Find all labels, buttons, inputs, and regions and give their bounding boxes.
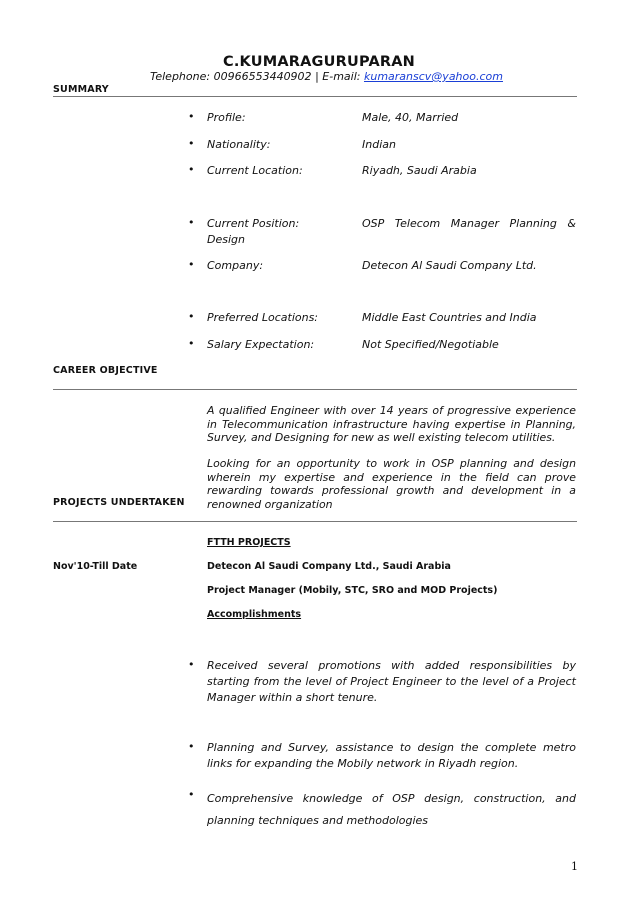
summary-label: Current Location: xyxy=(207,164,303,177)
summary-value: Not Specified/Negotiable xyxy=(362,338,499,351)
page-number: 1 xyxy=(571,860,578,873)
summary-label: Salary Expectation: xyxy=(207,338,315,351)
objective-paragraph: A qualified Engineer with over 14 years of progressive experience in Telecommunication infrastructure having expertise in Planning, Survey, and Designing for new as well existing telecom utilities. xyxy=(207,404,576,444)
section-heading-projects: PROJECTS UNDERTAKEN xyxy=(53,497,185,508)
summary-label: Nationality: xyxy=(207,138,271,151)
bullet-icon: • xyxy=(188,137,195,150)
summary-label: Preferred Locations: xyxy=(207,311,319,324)
accomplishment-item: Planning and Survey, assistance to design the complete metro links for expanding the Mobily network in Riyadh region. xyxy=(207,741,576,770)
email-label: E-mail: xyxy=(322,70,361,83)
bullet-icon: • xyxy=(188,110,195,123)
telephone: Telephone: 00966553440902 xyxy=(150,70,312,83)
bullet-icon: • xyxy=(188,258,195,271)
accomplishment-item: Comprehensive knowledge of OSP design, construction, and planning techniques and methodologies xyxy=(207,792,576,827)
summary-value: Middle East Countries and India xyxy=(362,311,537,324)
summary-label: Company: xyxy=(207,259,264,272)
summary-value: Riyadh, Saudi Arabia xyxy=(362,164,477,177)
project-role: Project Manager (Mobily, STC, SRO and MOD Projects) xyxy=(207,585,498,596)
project-date: Nov'10-Till Date xyxy=(53,561,138,572)
summary-value: Male, 40, Married xyxy=(362,111,459,124)
bullet-icon: • xyxy=(188,337,195,350)
bullet-icon: • xyxy=(188,658,195,671)
summary-label: Profile: xyxy=(207,111,246,124)
resume-name: C.KUMARAGURUPARAN xyxy=(223,54,415,70)
summary-value: OSP Telecom Manager Planning & xyxy=(362,217,576,230)
bullet-icon: • xyxy=(188,163,195,176)
email-link[interactable]: kumaranscv@yahoo.com xyxy=(363,70,503,83)
section-divider xyxy=(53,521,577,522)
section-divider xyxy=(53,96,577,97)
bullet-icon: • xyxy=(188,310,195,323)
contact-separator: | xyxy=(315,70,319,83)
accomplishments-heading: Accomplishments xyxy=(207,609,302,620)
contact-line xyxy=(150,70,503,83)
bullet-icon: • xyxy=(188,788,195,801)
objective-paragraph: Looking for an opportunity to work in OSP planning and design wherein my expertise and experience in the field can prove rewarding towards professional growth and development in a renowned organization xyxy=(207,457,576,511)
section-heading-summary: SUMMARY xyxy=(53,84,109,95)
bullet-icon: • xyxy=(188,216,195,229)
summary-value: Detecon Al Saudi Company Ltd. xyxy=(362,259,537,272)
project-title: FTTH PROJECTS xyxy=(207,537,291,548)
section-divider xyxy=(53,389,577,390)
bullet-icon: • xyxy=(188,740,195,753)
project-company: Detecon Al Saudi Company Ltd., Saudi Arabia xyxy=(207,561,451,572)
accomplishment-item: Received several promotions with added responsibilities by starting from the level of Project Engineer to the level of a Project Manager within a short tenure. xyxy=(207,659,576,704)
summary-label: Current Position: xyxy=(207,217,300,230)
section-heading-career-objective: CAREER OBJECTIVE xyxy=(53,365,158,376)
summary-label-continuation: Design xyxy=(207,233,245,246)
summary-value: Indian xyxy=(362,138,396,151)
